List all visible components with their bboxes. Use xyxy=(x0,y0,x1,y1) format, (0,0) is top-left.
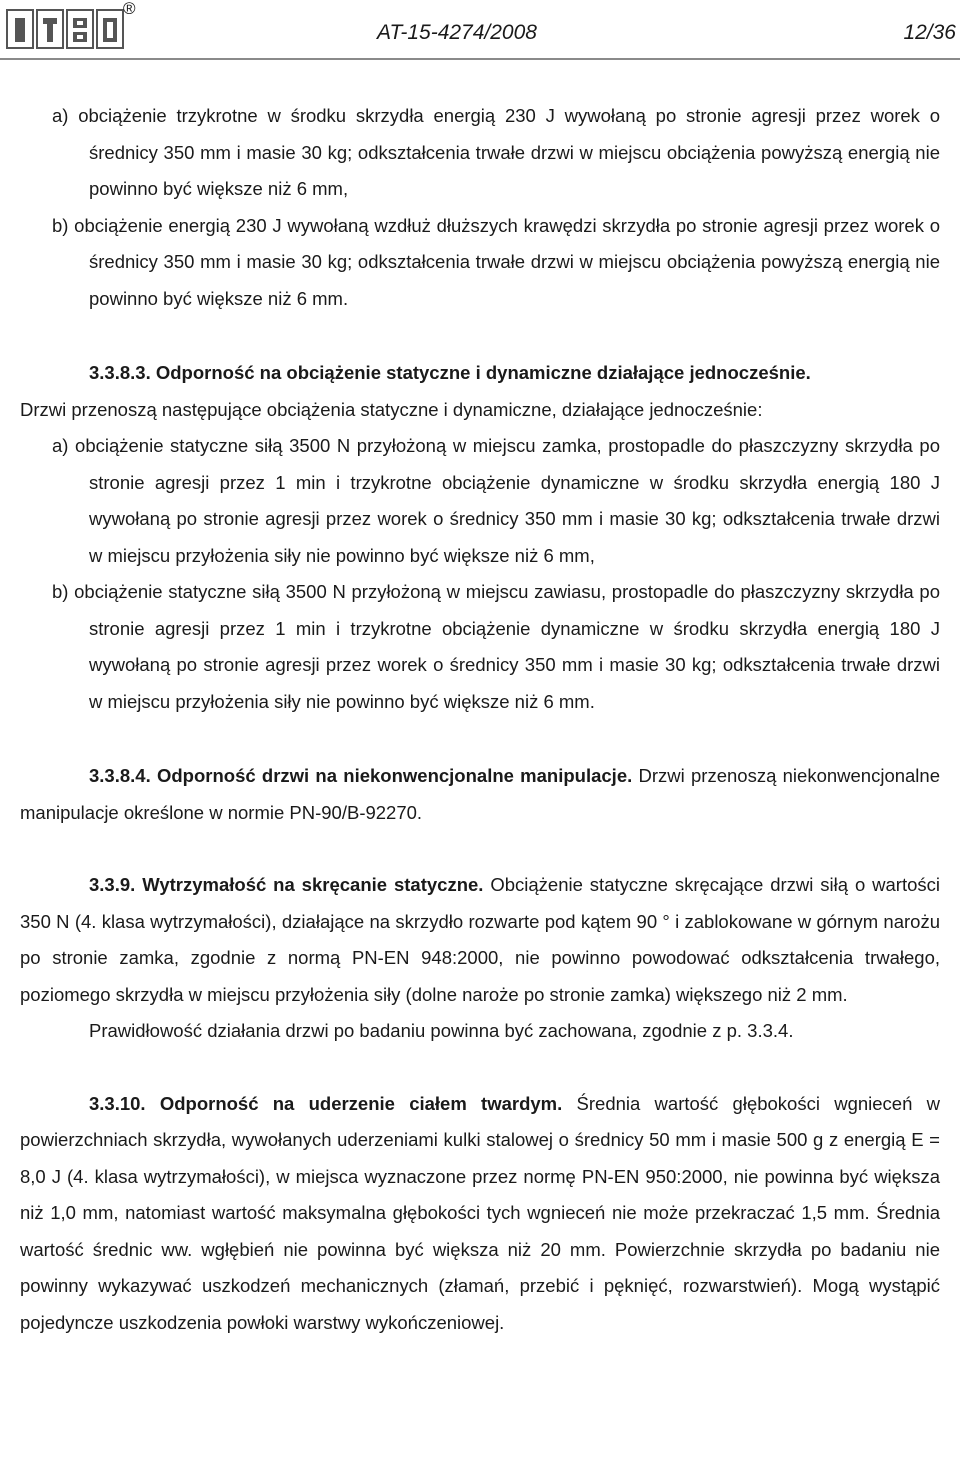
list-item-b-impact-edges: b) obciążenie energią 230 J wywołaną wzdłuż dłuższych krawędzi skrzydła po stronie agresji przez worek o średnicy 350 mm i masie 30 kg; odkształcenia trwałe drzwi w miejscu obciążenia powyższą energią nie powinno być większe niż 6 mm. xyxy=(52,214,940,309)
header-divider xyxy=(0,58,960,60)
section-3-3-8-4 xyxy=(0,758,960,831)
section-3-3-10 xyxy=(0,1086,960,1342)
document-code: AT-15-4274/2008 xyxy=(377,21,537,44)
section-body-text: Obciążenie statyczne skręcające drzwi siłą o wartości 350 N (4. klasa wytrzymałości), działające na skrzydło rozwarte pod kątem 90 ° i zablokowane w górnym narożu po stronie zamka, zgodnie z normą PN-EN 948:2000, nie powinno powodować odkształcenia trwałego, poziomego skrzydła w miejscu przyłożenia siły (dolne naroże po stronie zamka) większego niż 2 mm. xyxy=(20,874,940,1005)
list-item-a-static-lock: a) obciążenie statyczne siłą 3500 N przyłożoną w miejscu zamka, prostopadle do płaszczyzny skrzydła po stronie agresji przez 1 min i trzykrotne obciążenie dynamiczne w środku skrzydła energią 180 J wywołaną po stronie agresji przez worek o średnicy 350 mm i masie 30 kg; odkształcenia trwałe drzwi w miejscu przyłożenia siły nie powinno być większe niż 6 mm, xyxy=(52,435,940,566)
list-item-a-impact-center: a) obciążenie trzykrotne w środku skrzydła energią 230 J wywołaną po stronie agresji przez worek o średnicy 350 mm i masie 30 kg; odkształcenia trwałe drzwi w miejscu obciążenia powyższą energią nie powinno być większe niż 6 mm, xyxy=(52,105,940,199)
section-heading-text: 3.3.9. Wytrzymałość na skręcanie statyczne. xyxy=(89,874,484,895)
section-3-3-8-3-intro: Drzwi przenoszą następujące obciążenia statyczne i dynamiczne, działające jednocześnie: xyxy=(20,398,763,420)
section-body-text: Średnia wartość głębokości wgnieceń w powierzchniach skrzydła, wywołanych uderzeniami kulki stalowej o średnicy 50 mm i masie 500 g z energią E = 8,0 J (4. klasa wytrzymałości), w miejsca wyznaczone przez normę PN-EN 950:2000, nie powinna być większa niż 1,0 mm, natomiast wartość maksymalna głębokości tych wgnieceń nie może przekraczać 1,5 mm. Średnia wartość średnic ww. wgłębień nie powinna być większa niż 20 mm. Powierzchnie skrzydła po badaniu nie powinny wykazywać uszkodzeń mechanicznych (złamań, przebić i pęknięć, rozwarstwień). Mogą wystąpić pojedyncze uszkodzenia powłoki warstwy wykończeniowej. xyxy=(20,1092,940,1333)
section-3-3-9 xyxy=(0,867,960,1013)
document-body xyxy=(0,98,960,1341)
page-header xyxy=(0,0,960,70)
section-3-3-8-3-heading xyxy=(0,355,960,392)
section-heading-text: 3.3.10. Odporność na uderzenie ciałem twardym. xyxy=(89,1092,563,1114)
registered-mark: ® xyxy=(123,0,136,18)
itb-logo xyxy=(6,6,124,50)
list-item-b-static-hinge: b) obciążenie statyczne siłą 3500 N przyłożoną w miejscu zawiasu, prostopadle do płaszczyzny skrzydła po stronie agresji przez 1 min i trzykrotne obciążenie dynamiczne w środku skrzydła energią 180 J wywołaną po stronie agresji przez worek o średnicy 350 mm i masie 30 kg; odkształcenia trwałe drzwi w miejscu przyłożenia siły nie powinno być większe niż 6 mm. xyxy=(52,581,940,712)
section-3-3-9-note: Prawidłowość działania drzwi po badaniu powinna być zachowana, zgodnie z p. 3.3.4. xyxy=(89,1020,794,1041)
page-number: 12/36 xyxy=(903,21,956,44)
section-heading-text: 3.3.8.3. Odporność na obciążenie statyczne i dynamiczne działające jednocześnie. xyxy=(89,362,811,383)
section-heading-text: 3.3.8.4. Odporność drzwi na niekonwencjonalne manipulacje. xyxy=(89,765,633,786)
section-body-text: Drzwi przenoszą niekonwencjonalne manipulacje określone w normie PN-90/B-92270. xyxy=(20,765,940,823)
